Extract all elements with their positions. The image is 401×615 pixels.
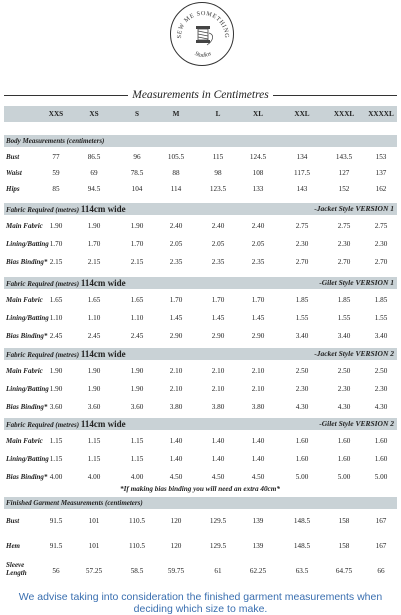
table-cell: 1.40 <box>211 455 225 463</box>
table-cell: 2.05 <box>211 240 225 248</box>
table-cell: 1.15 <box>87 455 101 463</box>
table-cell: 1.10 <box>49 314 63 322</box>
row-label: Main Fabric <box>6 437 43 445</box>
fabric-width: 114cm wide <box>80 419 126 429</box>
table-cell: 2.15 <box>49 258 63 266</box>
row-label: Lining/Batting <box>6 455 49 463</box>
table-cell: 77 <box>52 153 60 161</box>
table-cell: 2.70 <box>295 258 309 266</box>
table-cell: 1.60 <box>295 455 309 463</box>
table-cell: 120 <box>170 542 182 550</box>
table-cell: 4.00 <box>130 473 144 481</box>
table-cell: 3.80 <box>251 403 265 411</box>
table-cell: 153 <box>375 153 387 161</box>
table-cell: 96 <box>133 153 141 161</box>
table-cell: 59 <box>52 169 60 177</box>
row-label: Bias Binding* <box>6 258 48 266</box>
section-title <box>6 349 126 360</box>
table-cell: 1.40 <box>251 455 265 463</box>
table-cell: 2.10 <box>169 367 183 375</box>
table-cell: 120 <box>170 517 182 525</box>
table-cell: 2.30 <box>295 385 309 393</box>
table-cell: 2.70 <box>337 258 351 266</box>
table-cell: 2.45 <box>49 332 63 340</box>
table-cell: 1.65 <box>130 296 144 304</box>
table-cell: 63.5 <box>295 567 309 575</box>
table-cell: 137 <box>375 169 387 177</box>
section-title-text: Finished Garment Measurements (centimeters) <box>6 499 143 507</box>
table-cell: 110.5 <box>129 517 145 525</box>
table-cell: 3.80 <box>211 403 225 411</box>
footer-advice: We advise taking into consideration the finished garment measurements when deciding which size to make. <box>18 591 383 615</box>
table-cell: 123.5 <box>209 185 227 193</box>
section-title <box>6 204 126 215</box>
section-header <box>4 348 397 360</box>
table-cell: 78.5 <box>130 169 144 177</box>
table-cell: 2.45 <box>87 332 101 340</box>
table-cell: 3.40 <box>337 332 351 340</box>
table-cell: 2.15 <box>130 258 144 266</box>
table-cell: 105.5 <box>167 153 185 161</box>
table-cell: 2.30 <box>374 240 388 248</box>
table-row <box>4 182 397 196</box>
table-cell: 139 <box>252 542 264 550</box>
fabric-width: 114cm wide <box>80 349 126 359</box>
section-title <box>6 498 143 508</box>
table-cell: 1.45 <box>211 314 225 322</box>
table-cell: 148.5 <box>293 517 311 525</box>
logo-top-text: SEW ME SOMETHING <box>175 9 231 39</box>
table-cell: 148.5 <box>293 542 311 550</box>
table-cell: 2.40 <box>211 222 225 230</box>
table-cell: 2.75 <box>374 222 388 230</box>
table-cell: 2.40 <box>169 222 183 230</box>
logo-graphic <box>171 3 235 67</box>
size-header-xxxxl: XXXXL <box>368 110 394 118</box>
table-cell: 2.50 <box>295 367 309 375</box>
table-cell: 1.70 <box>169 296 183 304</box>
section-title-text: Body Measurements (centimeters) <box>6 137 105 145</box>
brand-logo <box>170 2 234 66</box>
size-header-xxxl: XXXL <box>333 110 355 118</box>
table-row <box>4 166 397 180</box>
table-cell: 1.65 <box>49 296 63 304</box>
table-cell: 110.5 <box>129 542 145 550</box>
page-title: Measurements in Centimetres <box>128 89 272 101</box>
table-cell: 4.00 <box>87 473 101 481</box>
section-header <box>4 277 397 289</box>
table-cell: 117.5 <box>294 169 310 177</box>
table-cell: 1.40 <box>169 455 183 463</box>
size-header-s: S <box>135 110 139 118</box>
table-row <box>4 255 397 269</box>
size-header-xl: XL <box>253 110 263 118</box>
table-cell: 3.60 <box>87 403 101 411</box>
row-label: Bust <box>6 517 20 525</box>
size-header-xs: XS <box>89 110 99 118</box>
table-cell: 88 <box>172 169 180 177</box>
table-cell: 2.30 <box>337 385 351 393</box>
section-title-text: Fabric Required (metres) <box>6 206 80 214</box>
row-label: Lining/Batting <box>6 385 49 393</box>
section-title <box>6 419 126 430</box>
section-title <box>6 278 126 289</box>
table-cell: 139 <box>252 517 264 525</box>
table-cell: 2.30 <box>374 385 388 393</box>
table-cell: 167 <box>375 517 387 525</box>
table-cell: 1.90 <box>130 367 144 375</box>
table-cell: 1.70 <box>211 296 225 304</box>
table-row <box>4 150 397 164</box>
table-cell: 2.10 <box>251 367 265 375</box>
row-label: Bias Binding* <box>6 332 48 340</box>
table-cell: 115 <box>212 153 224 161</box>
table-cell: 4.50 <box>251 473 265 481</box>
table-cell: 1.85 <box>295 296 309 304</box>
table-cell: 3.60 <box>49 403 63 411</box>
table-row <box>4 470 397 484</box>
size-header-xxl: XXL <box>294 110 310 118</box>
table-cell: 91.5 <box>49 542 63 550</box>
table-cell: 98 <box>214 169 222 177</box>
table-cell: 1.90 <box>87 385 101 393</box>
table-cell: 1.40 <box>251 437 265 445</box>
table-cell: 2.35 <box>169 258 183 266</box>
table-cell: 1.60 <box>337 455 351 463</box>
row-label: Main Fabric <box>6 367 43 375</box>
table-row <box>4 514 397 528</box>
table-cell: 1.55 <box>374 314 388 322</box>
table-row <box>4 561 397 578</box>
table-cell: 86.5 <box>87 153 101 161</box>
table-cell: 2.45 <box>130 332 144 340</box>
section-header <box>4 203 397 215</box>
table-cell: 5.00 <box>337 473 351 481</box>
section-header <box>4 418 397 430</box>
table-cell: 1.85 <box>374 296 388 304</box>
table-cell: 104 <box>131 185 143 193</box>
table-cell: 1.70 <box>251 296 265 304</box>
table-cell: 4.30 <box>295 403 309 411</box>
garment-style: -Jacket Style VERSION 1 <box>314 204 394 213</box>
table-cell: 2.05 <box>169 240 183 248</box>
table-cell: 2.90 <box>211 332 225 340</box>
section-title-text: Fabric Required (metres) <box>6 421 80 429</box>
table-cell: 2.90 <box>251 332 265 340</box>
table-row <box>4 237 397 251</box>
table-cell: 101 <box>88 542 100 550</box>
section-header <box>4 135 397 147</box>
table-cell: 1.90 <box>130 222 144 230</box>
table-cell: 59.75 <box>167 567 185 575</box>
bias-binding-note: *If making bias binding you will need an extra 40cm* <box>120 485 280 493</box>
table-cell: 127 <box>338 169 350 177</box>
table-cell: 2.10 <box>169 385 183 393</box>
row-label: Bust <box>6 153 20 161</box>
table-cell: 134 <box>296 153 308 161</box>
table-cell: 57.25 <box>85 567 103 575</box>
table-cell: 162 <box>375 185 387 193</box>
table-cell: 1.45 <box>251 314 265 322</box>
section-title-text: Fabric Required (metres) <box>6 280 80 288</box>
table-cell: 2.10 <box>211 367 225 375</box>
table-cell: 4.50 <box>169 473 183 481</box>
table-row <box>4 382 397 396</box>
table-cell: 2.75 <box>337 222 351 230</box>
table-cell: 1.60 <box>374 437 388 445</box>
table-cell: 2.30 <box>295 240 309 248</box>
table-cell: 4.30 <box>337 403 351 411</box>
table-cell: 1.90 <box>130 385 144 393</box>
thread-spool-icon <box>196 26 213 45</box>
table-cell: 143 <box>296 185 308 193</box>
table-row <box>4 539 397 553</box>
table-row <box>4 364 397 378</box>
row-label: Bias Binding* <box>6 473 48 481</box>
table-cell: 1.45 <box>169 314 183 322</box>
table-cell: 2.75 <box>295 222 309 230</box>
table-cell: 2.50 <box>337 367 351 375</box>
table-cell: 1.15 <box>87 437 101 445</box>
table-cell: 2.15 <box>87 258 101 266</box>
table-cell: 1.15 <box>49 437 63 445</box>
row-label: Sleeve Length <box>6 561 27 577</box>
table-cell: 2.35 <box>211 258 225 266</box>
table-row <box>4 434 397 448</box>
logo-bottom-text: Studios <box>193 51 213 59</box>
table-cell: 108 <box>252 169 264 177</box>
table-cell: 58.5 <box>130 567 144 575</box>
table-cell: 4.50 <box>211 473 225 481</box>
page-title-bar <box>4 88 397 102</box>
table-cell: 69 <box>90 169 98 177</box>
garment-style: -Jacket Style VERSION 2 <box>314 349 394 358</box>
table-cell: 61 <box>214 567 222 575</box>
table-cell: 2.50 <box>374 367 388 375</box>
table-cell: 1.40 <box>169 437 183 445</box>
table-cell: 3.40 <box>374 332 388 340</box>
row-label: Lining/Batting <box>6 314 49 322</box>
table-cell: 143.5 <box>335 153 353 161</box>
table-cell: 2.70 <box>374 258 388 266</box>
row-label: Main Fabric <box>6 222 43 230</box>
table-cell: 1.40 <box>211 437 225 445</box>
table-cell: 5.00 <box>374 473 388 481</box>
table-cell: 129.5 <box>209 542 227 550</box>
row-label: Lining/Batting <box>6 240 49 248</box>
table-cell: 158 <box>338 542 350 550</box>
table-cell: 114 <box>170 185 182 193</box>
row-label: Hem <box>6 542 20 550</box>
table-cell: 1.70 <box>87 240 101 248</box>
table-cell: 62.25 <box>249 567 267 575</box>
table-cell: 1.90 <box>49 385 63 393</box>
table-cell: 152 <box>338 185 350 193</box>
table-cell: 2.30 <box>337 240 351 248</box>
table-cell: 2.90 <box>169 332 183 340</box>
table-cell: 1.55 <box>295 314 309 322</box>
table-cell: 1.90 <box>49 367 63 375</box>
table-cell: 1.90 <box>87 367 101 375</box>
table-cell: 2.10 <box>251 385 265 393</box>
table-cell: 2.10 <box>211 385 225 393</box>
table-row <box>4 219 397 233</box>
table-cell: 1.70 <box>49 240 63 248</box>
size-header-xxs: XXS <box>48 110 64 118</box>
table-row <box>4 329 397 343</box>
table-cell: 1.60 <box>337 437 351 445</box>
table-row <box>4 400 397 414</box>
table-cell: 4.30 <box>374 403 388 411</box>
table-cell: 91.5 <box>49 517 63 525</box>
garment-style: -Gilet Style VERSION 1 <box>319 278 394 287</box>
table-cell: 1.15 <box>130 437 144 445</box>
table-cell: 94.5 <box>87 185 101 193</box>
table-cell: 158 <box>338 517 350 525</box>
table-cell: 3.60 <box>130 403 144 411</box>
table-cell: 1.90 <box>49 222 63 230</box>
section-title <box>6 136 104 146</box>
table-cell: 3.80 <box>169 403 183 411</box>
table-cell: 56 <box>52 567 60 575</box>
table-cell: 3.40 <box>295 332 309 340</box>
table-cell: 1.60 <box>374 455 388 463</box>
row-label: Waist <box>6 169 22 177</box>
table-cell: 1.65 <box>87 296 101 304</box>
table-cell: 1.85 <box>337 296 351 304</box>
table-cell: 2.40 <box>251 222 265 230</box>
table-cell: 1.10 <box>130 314 144 322</box>
table-cell: 129.5 <box>209 517 227 525</box>
section-header <box>4 497 397 509</box>
table-cell: 167 <box>375 542 387 550</box>
svg-text:Studios <box>194 51 213 59</box>
table-cell: 85 <box>52 185 60 193</box>
table-cell: 133 <box>252 185 264 193</box>
table-cell: 5.00 <box>295 473 309 481</box>
table-cell: 1.15 <box>49 455 63 463</box>
table-cell: 124.5 <box>249 153 267 161</box>
table-row <box>4 452 397 466</box>
section-title-text: Fabric Required (metres) <box>6 351 80 359</box>
table-cell: 66 <box>377 567 385 575</box>
table-cell: 64.75 <box>335 567 353 575</box>
table-cell: 2.35 <box>251 258 265 266</box>
table-cell: 101 <box>88 517 100 525</box>
size-header-row <box>4 106 397 122</box>
size-header-l: L <box>215 110 221 118</box>
garment-style: -Gilet Style VERSION 2 <box>319 419 394 428</box>
table-cell: 1.10 <box>87 314 101 322</box>
table-row <box>4 311 397 325</box>
table-cell: 1.70 <box>130 240 144 248</box>
table-cell: 1.60 <box>295 437 309 445</box>
table-cell: 2.05 <box>251 240 265 248</box>
fabric-width: 114cm wide <box>80 278 126 288</box>
row-label: Bias Binding* <box>6 403 48 411</box>
row-label: Main Fabric <box>6 296 43 304</box>
table-cell: 1.15 <box>130 455 144 463</box>
table-cell: 4.00 <box>49 473 63 481</box>
table-cell: 1.90 <box>87 222 101 230</box>
row-label: Hips <box>6 185 20 193</box>
table-cell: 1.55 <box>337 314 351 322</box>
size-header-m: M <box>172 110 180 118</box>
fabric-width: 114cm wide <box>80 204 126 214</box>
table-row <box>4 293 397 307</box>
